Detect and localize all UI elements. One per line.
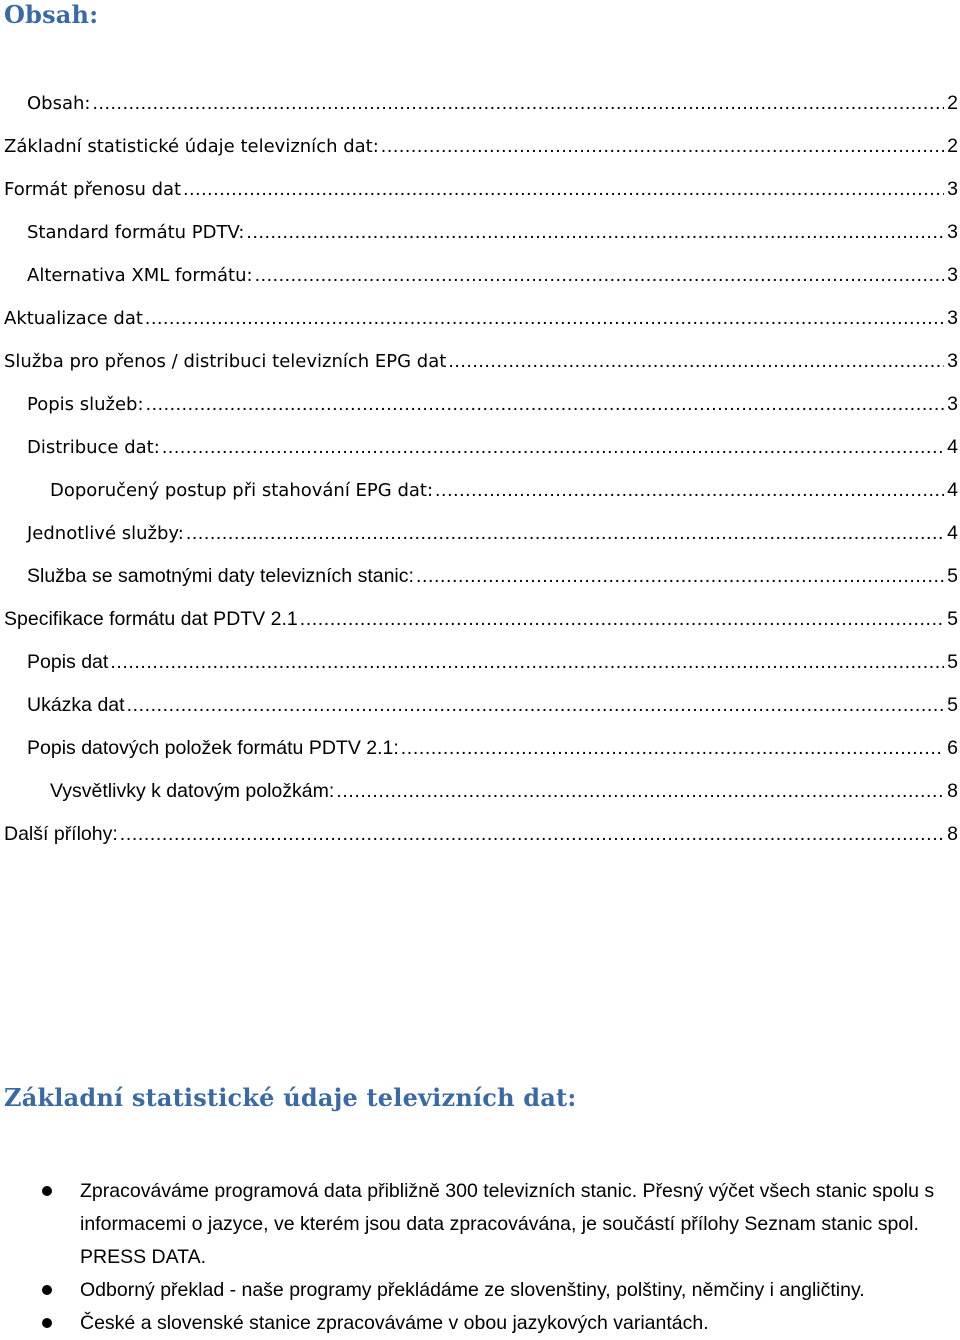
toc-entry-title: Popis datových položek formátu PDTV 2.1: xyxy=(27,737,399,759)
toc-entry-title: Standard formátu PDTV: xyxy=(27,222,245,243)
toc-entry[interactable] xyxy=(27,561,958,591)
toc-entry-title: Popis služeb: xyxy=(27,394,144,415)
bullet-icon xyxy=(42,1186,52,1196)
toc-entry[interactable] xyxy=(27,733,958,763)
toc-entry-page: 4 xyxy=(947,479,958,501)
toc-leader xyxy=(381,131,944,161)
toc-entry-title: Distribuce dat: xyxy=(27,437,160,458)
toc-leader xyxy=(300,604,944,634)
toc-entry-page: 3 xyxy=(947,178,958,200)
bullet-list xyxy=(0,1175,960,1340)
toc-entry-page: 3 xyxy=(947,307,958,329)
toc-leader xyxy=(162,432,944,462)
list-item xyxy=(0,1307,960,1340)
toc-leader xyxy=(246,217,944,247)
toc-entry-title: Jednotlivé služby: xyxy=(27,523,184,544)
toc-entry-page: 3 xyxy=(947,221,958,243)
toc-entry[interactable] xyxy=(27,690,958,720)
toc-entry[interactable] xyxy=(4,131,958,161)
toc-entry-title: Aktualizace dat xyxy=(4,308,143,329)
toc-entry-page: 3 xyxy=(947,264,958,286)
toc-entry-page: 4 xyxy=(947,522,958,544)
list-item xyxy=(0,1175,960,1274)
toc-entry-title: Alternativa XML formátu: xyxy=(27,265,253,286)
toc-entry-page: 5 xyxy=(947,608,958,630)
toc-entry[interactable] xyxy=(4,174,958,204)
toc-entry-title: Popis dat xyxy=(27,651,109,673)
toc-entry-title: Základní statistické údaje televizních dat: xyxy=(4,136,379,157)
toc-entry-title: Další přílohy: xyxy=(4,823,118,845)
toc-entry[interactable] xyxy=(27,389,958,419)
toc-leader xyxy=(146,389,945,419)
toc-entry-page: 6 xyxy=(947,737,958,759)
toc-entry-page: 5 xyxy=(947,694,958,716)
toc-entry[interactable] xyxy=(27,518,958,548)
toc-entry-page: 8 xyxy=(947,823,958,845)
toc-leader xyxy=(186,518,944,548)
toc-entry[interactable] xyxy=(4,819,958,849)
toc-heading: Obsah: xyxy=(4,0,99,29)
toc-leader xyxy=(110,647,944,677)
bullet-icon xyxy=(42,1318,52,1328)
toc-leader xyxy=(336,776,944,806)
toc-entry-title: Obsah: xyxy=(27,93,91,114)
toc-leader xyxy=(435,475,944,505)
toc-leader xyxy=(127,690,945,720)
toc-leader xyxy=(255,260,945,290)
toc-entry-title: Vysvětlivky k datovým položkám: xyxy=(50,780,335,802)
toc-leader xyxy=(145,303,944,333)
list-item-text: Zpracováváme programová data přibližně 300 televizních stanic. Přesný výčet všech stanic spolu s informacemi o jazyce, ve kterém jsou data zpracovávána, je součástí přílohy Seznam stanic spol. PRESS DATA. xyxy=(80,1180,935,1268)
toc-entry-page: 3 xyxy=(947,350,958,372)
toc-entry[interactable] xyxy=(27,260,958,290)
toc-entry-title: Formát přenosu dat xyxy=(4,179,182,200)
list-item-text: České a slovenské stanice zpracováváme v obou jazykových variantách. xyxy=(80,1312,709,1334)
toc-entry[interactable] xyxy=(27,432,958,462)
toc-entry[interactable] xyxy=(27,217,958,247)
toc-entry-page: 3 xyxy=(947,393,958,415)
toc-leader xyxy=(92,88,944,118)
list-item xyxy=(0,1274,960,1307)
toc-entry[interactable] xyxy=(50,475,958,505)
list-item-text: Odborný překlad - naše programy překládáme ze slovenštiny, polštiny, němčiny i angličtiny. xyxy=(80,1279,865,1301)
toc-entry-page: 5 xyxy=(947,565,958,587)
toc-entry-title: Ukázka dat xyxy=(27,694,125,716)
toc-leader xyxy=(183,174,944,204)
toc-entry-page: 4 xyxy=(947,436,958,458)
toc-leader xyxy=(416,561,944,591)
toc-entry-title: Specifikace formátu dat PDTV 2.1 xyxy=(4,608,298,630)
toc-entry-title: Služba se samotnými daty televizních stanic: xyxy=(27,565,414,587)
toc-entry-title: Doporučený postup při stahování EPG dat: xyxy=(50,480,434,501)
toc-leader xyxy=(448,346,944,376)
toc-entry-page: 5 xyxy=(947,651,958,673)
section-heading: Základní statistické údaje televizních dat: xyxy=(4,1083,577,1112)
toc-entry[interactable] xyxy=(27,88,958,118)
toc-leader xyxy=(120,819,944,849)
toc-entry-page: 8 xyxy=(947,780,958,802)
bullet-icon xyxy=(42,1285,52,1295)
toc-entry[interactable] xyxy=(50,776,958,806)
toc-leader xyxy=(401,733,944,763)
toc-entry-title: Služba pro přenos / distribuci televizních EPG dat xyxy=(4,351,447,372)
toc-entry[interactable] xyxy=(4,303,958,333)
toc-entry[interactable] xyxy=(4,346,958,376)
toc-entry-page: 2 xyxy=(947,135,958,157)
toc-entry[interactable] xyxy=(4,604,958,634)
toc-entry[interactable] xyxy=(27,647,958,677)
toc-entry-page: 2 xyxy=(947,92,958,114)
